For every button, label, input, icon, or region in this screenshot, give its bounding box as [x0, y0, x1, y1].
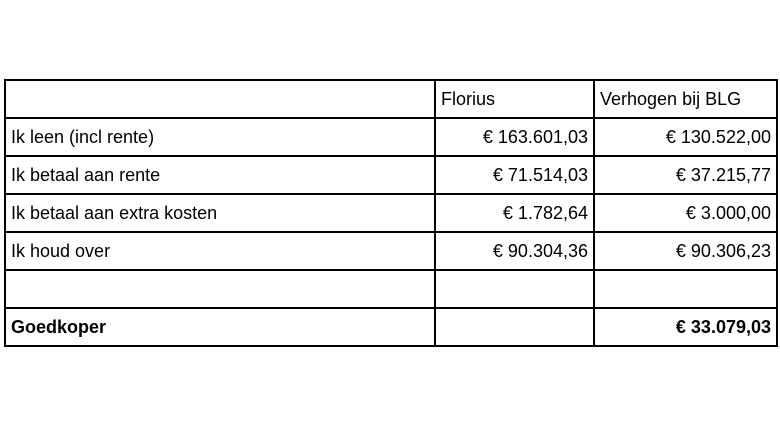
- total-row: [5, 308, 777, 346]
- blg-value: [594, 270, 777, 308]
- column-header-empty: [5, 80, 435, 118]
- total-row-label: Goedkoper: [5, 308, 435, 346]
- row-label: [5, 270, 435, 308]
- florius-value: € 163.601,03: [435, 118, 594, 156]
- table-row: [5, 118, 777, 156]
- row-label: Ik houd over: [5, 232, 435, 270]
- mortgage-comparison-table: [4, 79, 778, 347]
- florius-value: [435, 270, 594, 308]
- column-header-blg: Verhogen bij BLG: [594, 80, 777, 118]
- florius-value: € 1.782,64: [435, 194, 594, 232]
- row-label: Ik betaal aan extra kosten: [5, 194, 435, 232]
- row-label: Ik betaal aan rente: [5, 156, 435, 194]
- table-row: [5, 232, 777, 270]
- table-row: [5, 194, 777, 232]
- florius-value: € 71.514,03: [435, 156, 594, 194]
- spacer-row: [5, 270, 777, 308]
- blg-value: € 130.522,00: [594, 118, 777, 156]
- table-row: [5, 156, 777, 194]
- blg-value: € 37.215,77: [594, 156, 777, 194]
- row-label: Ik leen (incl rente): [5, 118, 435, 156]
- total-florius-value: [435, 308, 594, 346]
- florius-value: € 90.304,36: [435, 232, 594, 270]
- blg-value: € 90.306,23: [594, 232, 777, 270]
- comparison-table-container: [4, 79, 776, 347]
- column-header-florius: Florius: [435, 80, 594, 118]
- blg-value: € 3.000,00: [594, 194, 777, 232]
- header-row: [5, 80, 777, 118]
- total-blg-value: € 33.079,03: [594, 308, 777, 346]
